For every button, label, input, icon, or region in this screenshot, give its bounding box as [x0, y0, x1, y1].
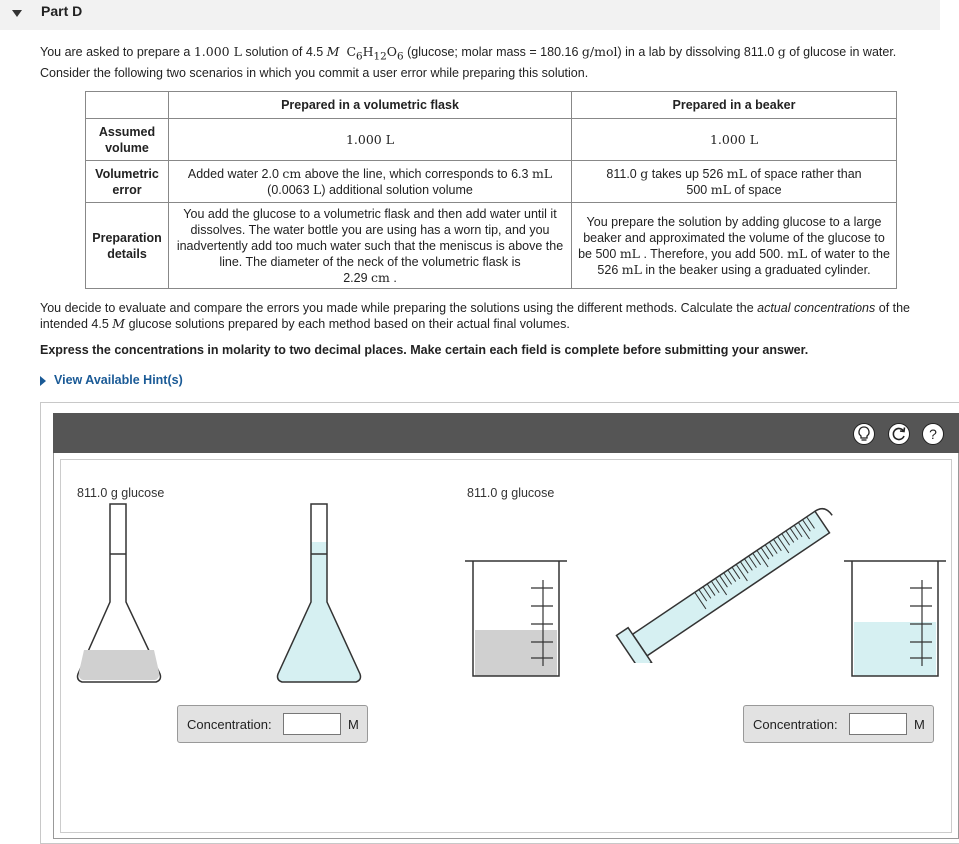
scenario-table [85, 91, 897, 289]
preparation-details-beaker: You prepare the solution by adding glucose to a large beaker and approximated the volume of the glucose to be 500 mL . Therefore, you add 500. mL of water to the 526 mL in the beaker using a graduated cylinder. [572, 203, 897, 289]
collapse-caret-icon[interactable] [12, 10, 22, 17]
beaker-concentration-input[interactable] [849, 713, 907, 735]
flask-glucose-label: 811.0 g glucose [77, 486, 165, 500]
lightbulb-icon[interactable] [853, 423, 875, 445]
row-header-preparation-details: Preparation details [86, 203, 169, 289]
beaker-with-glucose[interactable] [463, 558, 573, 683]
instruction-text: Express the concentrations in molarity to two decimal places. Make certain each field is complete before submitting your answer. [40, 343, 809, 357]
beaker-glucose-label: 811.0 g glucose [467, 486, 555, 500]
row-header-volumetric-error: Volumetric error [86, 161, 169, 203]
flask-concentration-box [177, 705, 368, 743]
assumed-volume-beaker: 1.000 L [572, 119, 897, 161]
column-header-flask: Prepared in a volumetric flask [169, 92, 572, 119]
flask-concentration-input[interactable] [283, 713, 341, 735]
assumed-volume-flask: 1.000 L [169, 119, 572, 161]
help-button[interactable]: ? [922, 423, 944, 445]
tool-toolbar [53, 413, 959, 453]
row-header-assumed-volume: Assumed volume [86, 119, 169, 161]
flask-with-glucose[interactable] [74, 502, 164, 702]
problem-intro: You are asked to prepare a 1.000 L solution of 4.5 M $C_6H_{12}O_6$ (glucose; molar mass = 180.16 g/mol) in a lab by dissolving 811.0 g of glucose in water. Consider the following two scenarios in which you commit a user error while preparing this solution. [40, 44, 897, 80]
view-hints-link[interactable] [40, 373, 183, 387]
volumetric-error-flask: Added water 2.0 cm above the line, which corresponds to 6.3 mL (0.0063 L) additional solution volume [169, 161, 572, 203]
graduated-cylinder[interactable] [603, 493, 863, 663]
reset-icon-svg [889, 424, 909, 444]
part-title: Part D [41, 3, 83, 19]
reset-icon[interactable] [888, 423, 910, 445]
flask-concentration-unit: M [348, 717, 359, 732]
expand-triangle-icon [40, 376, 46, 386]
column-header-beaker: Prepared in a beaker [572, 92, 897, 119]
beaker-with-solution[interactable] [842, 558, 952, 683]
preparation-details-flask: You add the glucose to a volumetric flask and then add water until it dissolves. The water bottle you are using has a worn tip, and you inadvertently add too much water such that the meniscus is above the line. The diameter of the neck of the volumetric flask is 2.29 cm . [169, 203, 572, 289]
beaker-concentration-box [743, 705, 934, 743]
view-hints-label: View Available Hint(s) [54, 373, 183, 387]
part-header[interactable] [0, 0, 940, 30]
beaker-concentration-label: Concentration: [753, 717, 838, 732]
lightbulb-icon-svg [854, 424, 874, 444]
flask-with-solution[interactable] [274, 502, 364, 702]
flask-concentration-label: Concentration: [187, 717, 272, 732]
evaluation-paragraph: You decide to evaluate and compare the errors you made while preparing the solutions using the different methods. Calculate the actual concentrations of the intended 4.5 M glucose solutions prepared by each method based on their actual final volumes. [40, 301, 911, 331]
beaker-concentration-unit: M [914, 717, 925, 732]
volumetric-error-beaker: 811.0 g takes up 526 mL of space rather than 500 mL of space [572, 161, 897, 203]
